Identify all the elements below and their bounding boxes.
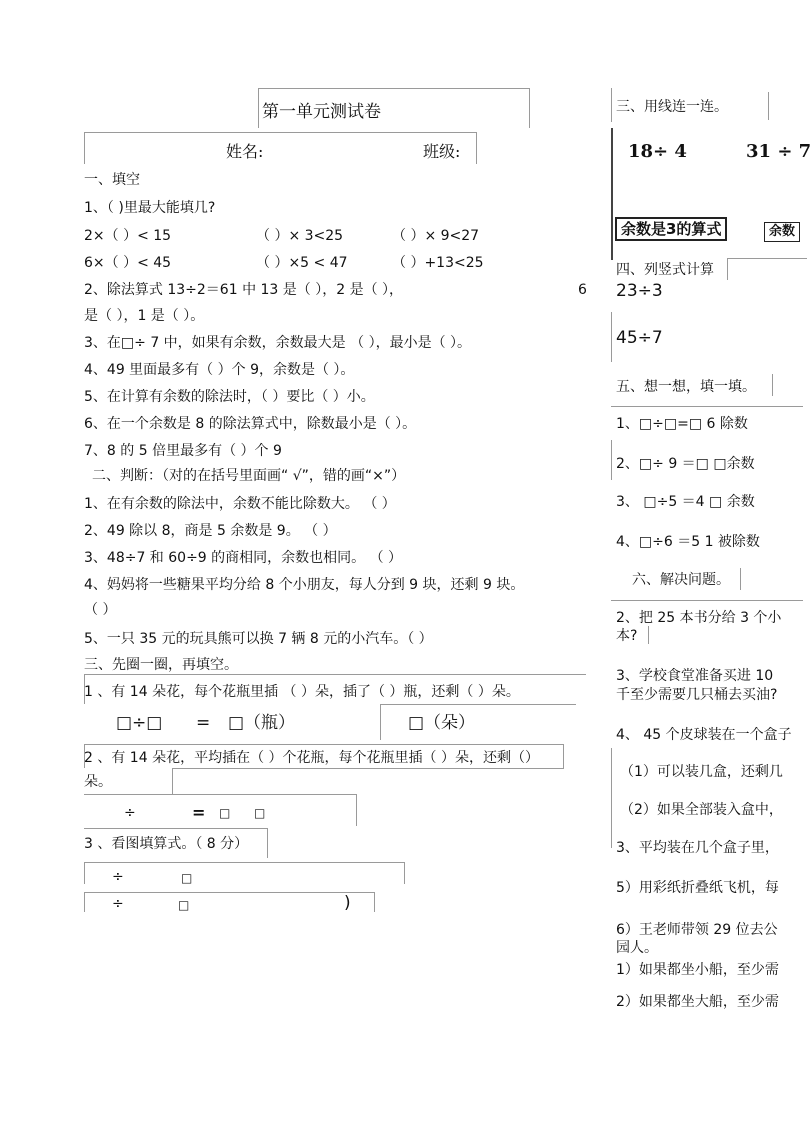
fill-q1-r2-b: （ ）×5 < 47 xyxy=(256,255,348,271)
fill-q2-line1-end: 6 xyxy=(578,282,587,298)
divider xyxy=(84,674,586,675)
divider xyxy=(267,828,268,858)
solve-p4-part2: （2）如果全部装入盒中， xyxy=(620,802,783,818)
solve-p3-line1: 3、学校食堂准备买进 10 xyxy=(616,668,774,684)
vertical-calc-2: 45÷7 xyxy=(616,328,663,348)
think-fill-heading: 五、想一想，填一填。 xyxy=(616,379,756,395)
name-label: 姓名: xyxy=(226,142,264,161)
solve-p6-part1: 1）如果都坐小船，至少需 xyxy=(616,962,779,978)
circle-q1-formula-a: □÷□ xyxy=(116,713,163,733)
fill-q7: 7、8 的 5 倍里最多有（ ）个 9 xyxy=(84,443,282,459)
circle-q3-row1-box: □ xyxy=(181,871,193,885)
solve-p3-line2: 千至少需要几只桶去买油? xyxy=(616,687,778,703)
section-heading-judge: 二、判断：（对的在括号里面画“ √”，错的画“×”） xyxy=(92,468,406,484)
divider xyxy=(768,92,769,120)
fill-q2-line2: 是（ ），1 是（ ）。 xyxy=(84,308,205,324)
fill-q1-r2-a: 6×（ ）< 45 xyxy=(84,255,172,271)
divider xyxy=(404,862,405,884)
section-heading-circle: 三、先圈一圈，再填空。 xyxy=(84,657,238,673)
solve-p5: 5）用彩纸折叠纸飞机，每 xyxy=(616,880,779,896)
solve-heading: 六、解决问题。 xyxy=(632,572,730,588)
divider xyxy=(84,794,356,795)
circle-q1-formula-c: □（朵） xyxy=(408,713,476,733)
circle-q2-box-2: □ xyxy=(254,806,266,820)
vertical-calc-1: 23÷3 xyxy=(616,281,663,301)
fill-q1-r1-a: 2×（ ）< 15 xyxy=(84,228,172,244)
divider xyxy=(727,258,728,280)
solve-p2-line2: 本? xyxy=(616,628,638,644)
judge-q4-line1: 4、妈妈将一些糖果平均分给 8 个小朋友，每人分到 9 块，还剩 9 块。 xyxy=(84,577,525,593)
divider xyxy=(611,748,612,848)
circle-q2-line2: 朵。 xyxy=(84,774,112,790)
divider xyxy=(172,768,173,794)
solve-p2-line1: 2、把 25 本书分给 3 个小 xyxy=(616,610,782,626)
match-tag-remainder-3: 余数是3的算式 xyxy=(615,217,727,241)
think-fill-q2: 2、□÷ 9 ＝□ □余数 xyxy=(616,456,755,472)
circle-q3-row2-paren: ) xyxy=(344,893,351,913)
fill-q1-r2-c: （ ）+13<25 xyxy=(392,255,484,271)
divider xyxy=(563,744,564,768)
judge-q3: 3、48÷7 和 60÷9 的商相同，余数也相同。 （ ） xyxy=(84,550,403,566)
judge-q4-line2: （ ） xyxy=(84,602,117,618)
divider xyxy=(380,704,576,705)
judge-q2: 2、49 除以 8，商是 5 余数是 9。 （ ） xyxy=(84,523,337,539)
circle-q1-formula-b: □（瓶） xyxy=(228,713,296,733)
divider xyxy=(84,744,564,745)
circle-q3-row2-box: □ xyxy=(178,898,190,912)
fill-q1-r1-c: （ ）× 9<27 xyxy=(392,228,480,244)
divider xyxy=(611,312,612,362)
solve-p4-part1: （1）可以装几盒，还剩几 xyxy=(620,764,783,780)
divider xyxy=(374,892,375,912)
fill-q1-r1-b: （ ）× 3<25 xyxy=(256,228,344,244)
divider xyxy=(611,600,803,601)
match-tag-remainder-cut: 余数 xyxy=(764,222,800,242)
divider xyxy=(611,406,803,407)
divider xyxy=(727,258,807,259)
circle-q3-row1-div-sign: ÷ xyxy=(112,869,124,885)
divider xyxy=(84,892,374,893)
divider xyxy=(356,794,357,826)
fill-q1: 1、（ )里最大能填几? xyxy=(84,200,216,216)
divider xyxy=(380,704,381,740)
divider xyxy=(611,88,612,122)
divider xyxy=(740,568,741,590)
fill-q2-line1: 2、除法算式 13÷2＝61 中 13 是（ ），2 是（ ）， xyxy=(84,282,404,298)
think-fill-q3: 3、 □÷5 ＝4 □ 余数 xyxy=(616,494,755,510)
circle-q3-row2-div-sign: ÷ xyxy=(112,896,124,912)
solve-p6-line1: 6）王老师带领 29 位去公 xyxy=(616,922,778,938)
divider xyxy=(84,862,404,863)
fill-q3: 3、在□÷ 7 中，如果有余数，余数最大是 （ ），最小是（ ）。 xyxy=(84,335,472,351)
vertical-calc-heading: 四、列竖式计算 xyxy=(616,262,714,278)
connect-heading: 三、用线连一连。 xyxy=(616,99,728,115)
fill-q5: 5、在计算有余数的除法时，（ ）要比（ ）小。 xyxy=(84,389,375,405)
divider xyxy=(648,626,649,644)
fill-q4: 4、49 里面最多有（ ）个 9，余数是（ ）。 xyxy=(84,362,355,378)
divider xyxy=(84,892,85,912)
circle-q3: 3 、看图填算式。（ 8 分） xyxy=(84,836,249,852)
solve-p6-line2: 园人。 xyxy=(616,940,658,956)
solve-p6-part2: 2）如果都坐大船，至少需 xyxy=(616,994,779,1010)
match-expr-1: 18÷ 4 xyxy=(628,141,687,162)
fill-q6: 6、在一个余数是 8 的除法算式中，除数最小是（ ）。 xyxy=(84,416,417,432)
circle-q1-formula-eq: = xyxy=(196,713,211,733)
divider xyxy=(611,440,612,480)
class-label: 班级: xyxy=(423,142,461,161)
section-heading-fill-blank: 一、填空 xyxy=(84,172,140,188)
think-fill-q4: 4、□÷6 ＝5 1 被除数 xyxy=(616,534,760,550)
think-fill-q1: 1、□÷□=□ 6 除数 xyxy=(616,416,748,432)
match-expr-2: 31 ÷ 7 xyxy=(746,141,811,162)
divider xyxy=(172,768,564,769)
divider xyxy=(84,828,268,829)
circle-q2-eq-sign: = xyxy=(192,803,206,822)
divider xyxy=(772,374,773,396)
circle-q2-line1: 2 、有 14 朵花，平均插在（ ）个花瓶，每个花瓶里插（ ）朵，还剩（） xyxy=(84,750,539,766)
circle-q2-box-1: □ xyxy=(219,806,231,820)
solve-p4: 4、 45 个皮球装在一个盒子 xyxy=(616,727,792,743)
circle-q2-div-sign: ÷ xyxy=(124,805,136,821)
judge-q5: 5、一只 35 元的玩具熊可以换 7 辆 8 元的小汽车。（ ） xyxy=(84,631,433,647)
judge-q1: 1、在有余数的除法中，余数不能比除数大。 （ ） xyxy=(84,496,396,512)
solve-p3-boxes: 3、平均装在几个盒子里， xyxy=(616,840,779,856)
divider xyxy=(84,862,85,884)
page-title: 第一单元测试卷 xyxy=(262,102,381,122)
circle-q1: 1 、有 14 朵花，每个花瓶里插 （ ）朵，插了（ ）瓶，还剩（ ）朵。 xyxy=(84,684,520,700)
